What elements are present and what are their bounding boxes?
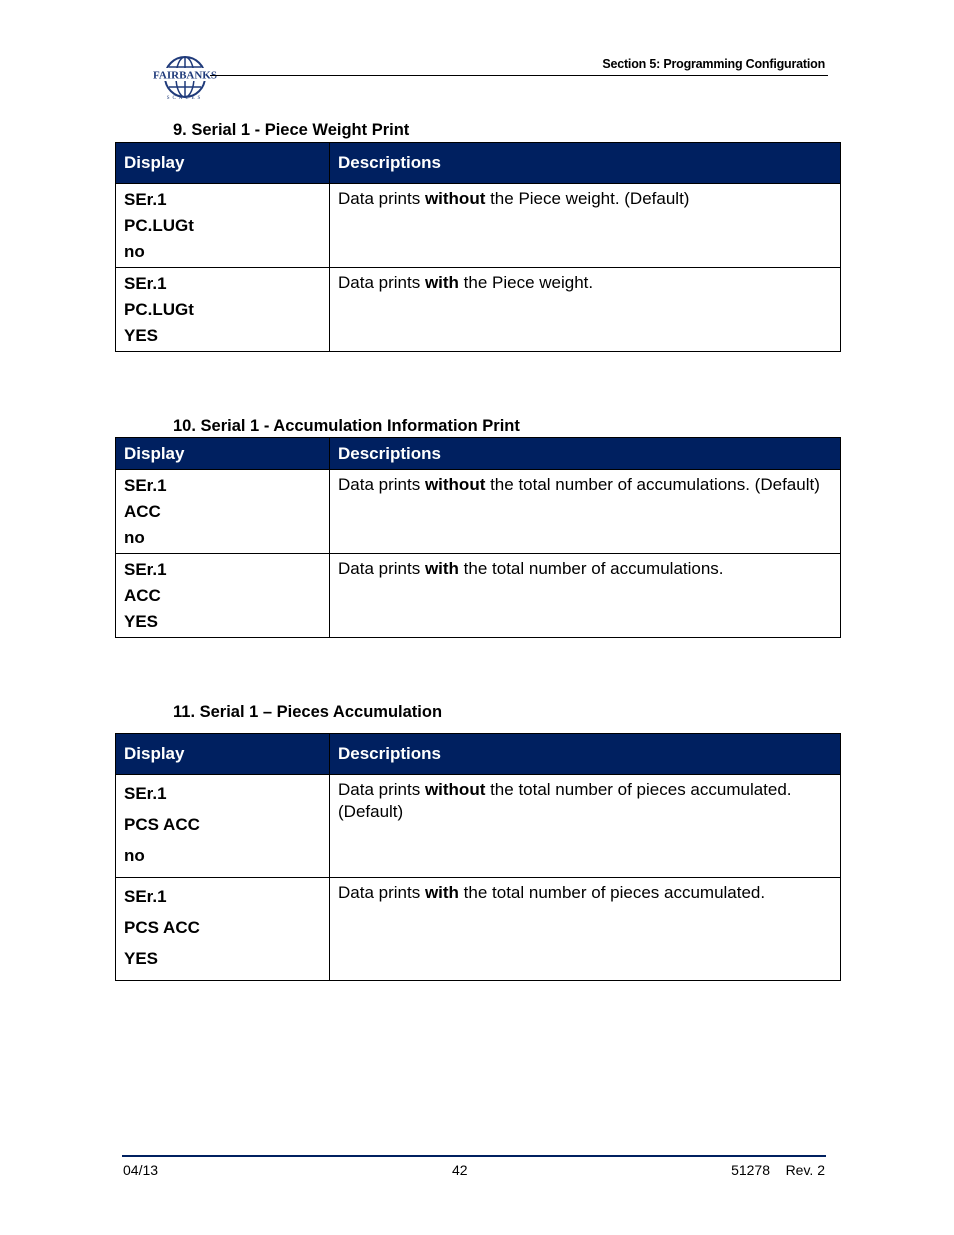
footer-doc-revision: 51278 Rev. 2: [731, 1162, 825, 1178]
column-header-display: Display: [116, 438, 330, 470]
display-line: no: [124, 528, 145, 547]
display-line: no: [124, 242, 145, 261]
display-line: SEr.1: [124, 190, 167, 209]
display-line: SEr.1: [124, 887, 167, 906]
description-cell: Data prints without the Piece weight. (Default): [330, 184, 841, 268]
display-cell: [116, 775, 330, 878]
display-line: no: [124, 846, 145, 865]
display-cell: [116, 554, 330, 638]
display-line: ACC: [124, 586, 161, 605]
table-row: [116, 268, 841, 352]
display-line: YES: [124, 612, 159, 631]
display-cell: [116, 268, 330, 352]
config-table-accumulation-info: [115, 437, 841, 638]
display-line: ACC: [124, 502, 161, 521]
logo-subtext: SCALES: [166, 96, 204, 100]
description-cell: Data prints with the Piece weight.: [330, 268, 841, 352]
display-cell: [116, 184, 330, 268]
table-header-row: [116, 143, 841, 184]
table-row: [116, 775, 841, 878]
column-header-descriptions: Descriptions: [330, 734, 841, 775]
display-line: SEr.1: [124, 560, 167, 579]
display-line: PC.LUGt: [124, 216, 194, 235]
display-cell: [116, 470, 330, 554]
display-line: PC.LUGt: [124, 300, 194, 319]
display-line: SEr.1: [124, 476, 167, 495]
table-header-row: [116, 734, 841, 775]
section-title: 9. Serial 1 - Piece Weight Print: [173, 121, 410, 139]
column-header-display: Display: [116, 734, 330, 775]
table-row: [116, 878, 841, 981]
description-cell: Data prints with the total number of pieces accumulated.: [330, 878, 841, 981]
column-header-descriptions: Descriptions: [330, 143, 841, 184]
config-table-piece-weight: [115, 142, 841, 352]
description-cell: Data prints with the total number of accumulations.: [330, 554, 841, 638]
footer-rule: [122, 1155, 826, 1157]
footer-page-number: 42: [452, 1162, 468, 1178]
display-line: YES: [124, 326, 159, 345]
config-table-pieces-accumulation: [115, 733, 841, 981]
logo-text: FAIRBANKS: [153, 69, 217, 82]
section-title: 10. Serial 1 - Accumulation Information Print: [173, 417, 520, 435]
display-line: YES: [124, 949, 159, 968]
column-header-descriptions: Descriptions: [330, 438, 841, 470]
column-header-display: Display: [116, 143, 330, 184]
description-cell: Data prints without the total number of accumulations. (Default): [330, 470, 841, 554]
table-row: [116, 554, 841, 638]
display-cell: [116, 878, 330, 981]
description-cell: Data prints without the total number of pieces accumulated. (Default): [330, 775, 841, 878]
section-title: 11. Serial 1 – Pieces Accumulation: [173, 703, 443, 721]
footer-date: 04/13: [123, 1162, 159, 1178]
display-line: PCS ACC: [124, 815, 200, 834]
section-header-title: Section 5: Programming Configuration: [602, 57, 825, 71]
table-header-row: [116, 438, 841, 470]
display-line: PCS ACC: [124, 918, 200, 937]
table-row: [116, 184, 841, 268]
header-rule: [210, 75, 828, 76]
display-line: SEr.1: [124, 784, 167, 803]
fairbanks-logo: [153, 54, 217, 100]
page-header: [0, 0, 954, 110]
table-row: [116, 470, 841, 554]
display-line: SEr.1: [124, 274, 167, 293]
